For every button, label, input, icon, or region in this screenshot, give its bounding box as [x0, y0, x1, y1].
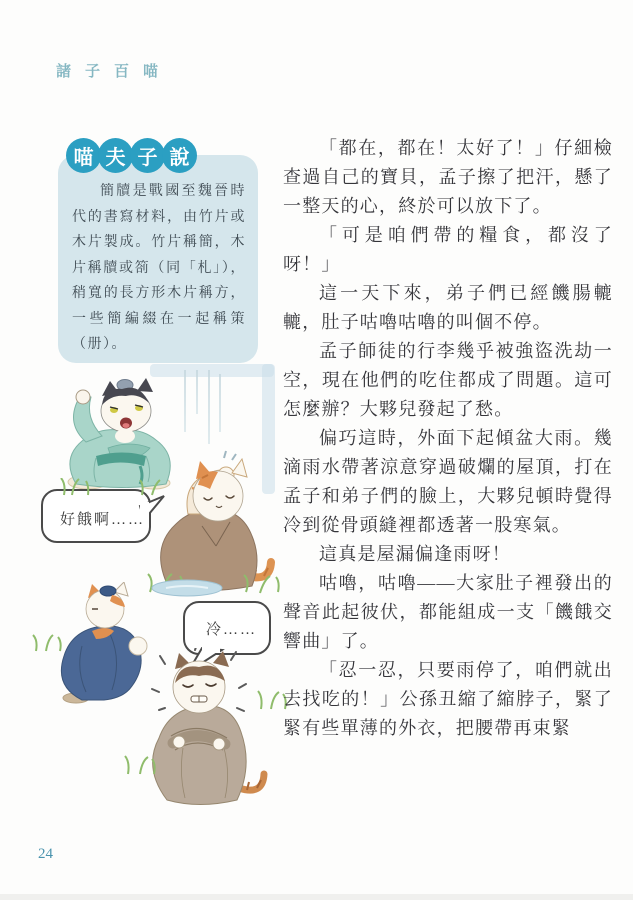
story-paragraph: 孟子師徒的行李幾乎被強盜洗劫一空，現在他們的吃住都成了問題。這可怎麼辦？大夥兒發起了愁。 — [283, 341, 613, 419]
speech-bubble-hungry-text: 好餓啊…… — [60, 512, 146, 528]
badge-circle: 子 — [130, 138, 165, 173]
grass-icon — [120, 755, 170, 775]
note-box-text: 簡牘是戰國至魏晉時代的書寫材料，由竹片或木片製成。竹片稱簡，木片稱牘或箚（同「札」），稍寬的長方形木片稱方，一些簡編綴在一起稱策（册）。 — [72, 184, 246, 352]
grass-icon — [30, 634, 75, 652]
story-text-column — [283, 134, 613, 743]
puddle-icon — [150, 578, 225, 598]
story-paragraph: 這一天下來，弟子們已經饑腸轆轆，肚子咕嚕咕嚕的叫個不停。 — [283, 283, 613, 332]
rain-streak-icon — [219, 374, 221, 432]
story-paragraph: 「都在，都在！太好了！」仔細檢查過自己的寶貝，孟子擦了把汗，懸了一整天的心，終於可以放下了。 — [283, 138, 613, 216]
note-box-title — [66, 138, 194, 173]
story-paragraph: 這真是屋漏偏逢雨呀！ — [319, 544, 511, 564]
grass-icon — [58, 478, 168, 496]
badge-circle: 喵 — [66, 138, 101, 173]
story-paragraph: 咕嚕，咕嚕——大家肚子裡發出的聲音此起彼伏，都能組成一支「饑餓交響曲」了。 — [283, 573, 613, 651]
shivering-cat-gray-robe-illustration — [135, 648, 275, 808]
story-paragraph: 「可是咱們帶的糧食，都沒了呀！」 — [283, 225, 613, 274]
page-number: 24 — [38, 846, 53, 862]
rain-streak-icon — [208, 370, 210, 444]
book-title: 諸子百喵 — [56, 63, 173, 80]
sidebar-note-box — [58, 155, 258, 363]
story-paragraph: 偏巧這時，外面下起傾盆大雨。幾滴雨水帶著涼意穿過破爛的屋頂，打在孟子和弟子們的臉上，大夥兒頓時覺得冷到從骨頭縫裡都透著一股寒氣。 — [283, 428, 613, 535]
page-bottom-edge — [0, 894, 633, 900]
badge-circle: 說 — [162, 138, 197, 173]
rain-streak-icon — [196, 370, 198, 414]
story-paragraph: 「忍一忍，只要雨停了，咱們就出去找吃的！」公孫丑縮了縮脖子，緊了緊有些單薄的外衣，把腰帶再束緊 — [283, 660, 613, 738]
rain-wash — [150, 364, 274, 377]
badge-circle: 夫 — [98, 138, 133, 173]
speech-bubble-cold-text: 冷…… — [206, 622, 258, 638]
